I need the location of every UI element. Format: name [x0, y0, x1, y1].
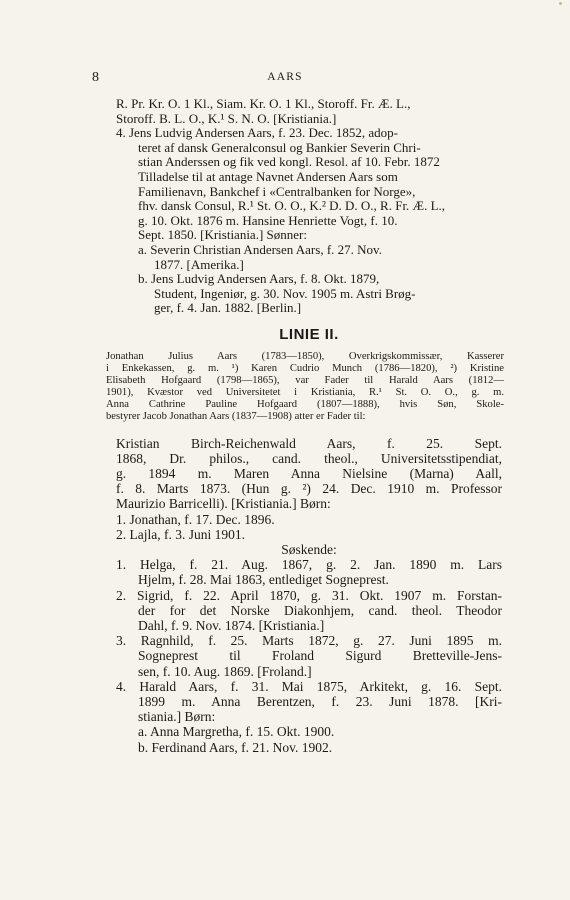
entry-line: Dahl, f. 9. Nov. 1874. [Kristiania.] — [138, 617, 325, 633]
entry-line: 3. Ragnhild, f. 25. Marts 1872, g. 27. Juni 1895 m. — [116, 633, 502, 649]
top-entry-line: a. Severin Christian Andersen Aars, f. 27. Nov. — [138, 242, 382, 257]
entry-line: 1899 m. Anna Berentzen, f. 23. Juni 1878. [Kri- — [138, 693, 502, 709]
top-entry-block — [116, 97, 502, 316]
entry-line: 1. Helga, f. 21. Aug. 1867, g. 2. Jan. 1890 m. Lars — [116, 557, 502, 573]
intro-line: bestyrer Jacob Jonathan Aars (1837—1908) atter er Fader til: — [106, 410, 366, 422]
intro-line: Anna Cathrine Pauline Hofgaard (1807—1888), hvis Søn, Skole- — [106, 398, 504, 410]
top-entry-line: g. 10. Okt. 1876 m. Hansine Henriette Vogt, f. 10. — [138, 213, 398, 228]
top-entry-line: 1877. [Amerika.] — [154, 257, 244, 272]
top-entry-line: R. Pr. Kr. O. 1 Kl., Siam. Kr. O. 1 Kl., Storoff. Fr. Æ. L., — [116, 97, 411, 111]
entry-line: Sogneprest til Froland Sigurd Bretteville-Jens- — [138, 648, 502, 664]
page-body — [106, 97, 504, 755]
top-entry-line: Storoff. B. L. O., K.¹ S. N. O. [Kristiania.] — [116, 111, 337, 126]
entry-line: Hjelm, f. 28. Mai 1863, entlediget Sogneprest. — [138, 572, 389, 588]
intro-line: Elisabeth Hofgaard (1798—1865), var Fader til Harald Aars (1812— — [106, 374, 504, 386]
paper-speck — [559, 2, 562, 5]
top-entry-line: ger, f. 4. Jan. 1882. [Berlin.] — [154, 301, 302, 316]
lineage-intro — [106, 351, 504, 423]
intro-line: 1901), Kvæstor ved Universitetet i Kristiania, R.¹ St. O. O., g. m. — [106, 386, 504, 398]
entry-line: Kristian Birch-Reichenwald Aars, f. 25. Sept. — [116, 435, 502, 451]
entry-line: 2. Sigrid, f. 22. April 1870, g. 31. Okt. 1907 m. Forstan- — [116, 587, 502, 603]
top-entry-line: Student, Ingeniør, g. 30. Nov. 1905 m. Astri Brøg- — [154, 286, 416, 301]
top-entry-line: b. Jens Ludvig Andersen Aars, f. 8. Okt. 1879, — [138, 272, 380, 287]
top-entry-line: fhv. dansk Consul, R.¹ St. O. O., K.² D. D. O., R. Fr. Æ. L., — [138, 199, 446, 214]
entry-line: Søskende: — [281, 541, 337, 557]
intro-line: Jonathan Julius Aars (1783—1850), Overkrigskommissær, Kasserer — [106, 350, 504, 362]
top-entry-line: Tilladelse til at antage Navnet Andersen Aars som — [138, 169, 398, 184]
top-entry-line: teret af dansk Generalconsul og Bankier Severin Chri- — [138, 140, 421, 155]
entry-line: 1868, Dr. philos., cand. theol., Universitetsstipendiat, — [116, 450, 502, 466]
entry-line: f. 8. Marts 1873. (Hun g. ²) 24. Dec. 1910 m. Professor — [116, 481, 502, 497]
entry-line: 2. Lajla, f. 3. Juni 1901. — [116, 526, 245, 542]
entry-line: b. Ferdinand Aars, f. 21. Nov. 1902. — [138, 739, 333, 755]
running-head: AARS — [267, 71, 303, 83]
page-number: 8 — [92, 70, 99, 85]
top-entry-line: stian Anderssen og fik ved kongl. Resol. af 10. Febr. 1872 — [138, 155, 440, 170]
section-heading: LINIE II. — [279, 325, 339, 343]
entry-line: der for det Norske Diakonhjem, cand. theol. Theodor — [138, 602, 502, 618]
top-entry-line: 4. Jens Ludvig Andersen Aars, f. 23. Dec. 1852, adop- — [116, 126, 398, 141]
top-entry-line: Familienavn, Bankchef i «Centralbanken for Norge», — [138, 184, 416, 199]
entry-line: a. Anna Margretha, f. 15. Okt. 1900. — [138, 724, 335, 740]
intro-line: i Enkekassen, g. m. ¹) Karen Cudrio Munch (1786—1820), ²) Kristine — [106, 362, 504, 374]
entry-line: 4. Harald Aars, f. 31. Mai 1875, Arkitekt, g. 16. Sept. — [116, 678, 502, 694]
entry-line: Maurizio Barricelli). [Kristiania.] Børn: — [116, 496, 331, 512]
entry-line: 1. Jonathan, f. 17. Dec. 1896. — [116, 511, 275, 527]
entry-line: g. 1894 m. Maren Anna Nielsine (Marna) Aall, — [116, 465, 502, 481]
entry-line: stiania.] Børn: — [138, 709, 216, 725]
top-entry-line: Sept. 1850. [Kristiania.] Sønner: — [138, 228, 307, 243]
family-entries — [116, 436, 502, 755]
entry-line: sen, f. 10. Aug. 1869. [Froland.] — [138, 663, 312, 679]
